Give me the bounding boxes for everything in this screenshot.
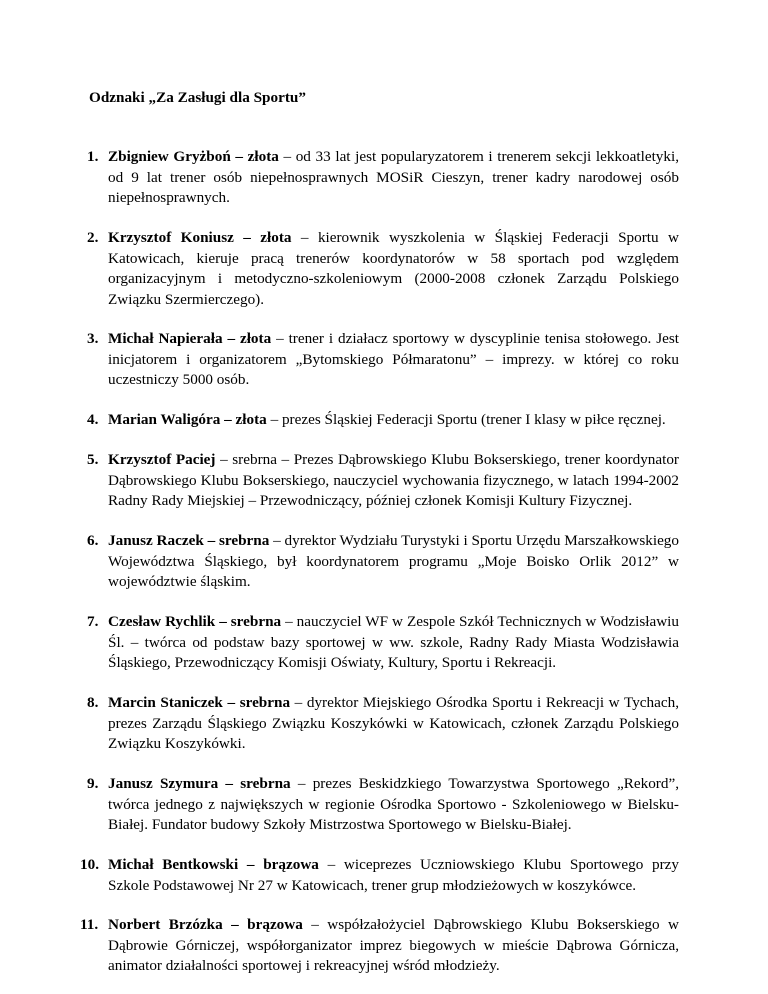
item-description: – nauczyciel WF w Zespole Szkół Technicznych w Wodzisławiu Śl. – twórca od podstaw bazy sportowej w ww. szkole, Radny Rady Miasta Wodzisławia Śląskiego, Przewodniczący Komisji Oświaty, Kultury, Sportu i Rekreacji. [108,613,679,671]
item-name: Marian Waligóra [108,411,221,428]
list-item: 10. Michał Bentkowski – brązowa – wiceprezes Uczniowskiego Klubu Sportowego przy Szkole Podstawowej Nr 27 w Katowicach, trener grup młodzieżowych w koszykówce. [80,856,679,894]
item-rank: srebrna [218,532,270,549]
item-description: – prezes Beskidzkiego Towarzystwa Sportowego „Rekord”, twórca jednego z największych w regionie Ośrodka Sportowo - Szkoleniowego w Bielsku-Białej. Fundator budowy Szkoły Mistrzostwa Sportowego w Bielsku-Białej. [108,775,679,833]
item-rank: złota [260,229,292,246]
item-number: 6. [87,532,99,549]
item-rank: srebrna [240,775,291,792]
item-rank: srebrna [239,694,291,711]
list-item: 3. Michał Napierała – złota – trener i działacz sportowy w dyscyplinie tenisa stołowego. Jest inicjatorem i organizatorem „Bytomskiego Półmaratonu” – imprezy. w której co roku uczestniczy 5000 osób. [87,330,680,388]
item-name: Zbigniew Gryżboń [108,148,231,165]
item-number: 3. [87,330,99,347]
item-description: – kierownik wyszkolenia w Śląskiej Federacji Sportu w Katowicach, kieruje pracą trenerów koordynatorów w 58 sportach pod względem organizacyjnym i metodyczno-szkoleniowym (2000-2008 członek Zarządu Polskiego Związku Szermierczego). [108,229,679,308]
list-item: 4. Marian Waligóra – złota – prezes Śląskiej Federacji Sportu (trener I klasy w piłce ręcznej. [108,410,679,431]
item-rank: brązowa [263,856,319,873]
item-name: Czesław Rychlik [108,613,216,630]
item-name: Krzysztof Koniusz [108,229,234,246]
item-description: – dyrektor Wydziału Turystyki i Sportu Urzędu Marszałkowskiego Województwa Śląskiego, był koordynatorem programu „Moje Boisko Orlik 2012” w województwie śląskim. [108,532,679,590]
item-number: 9. [87,775,99,792]
item-description: – trener i działacz sportowy w dyscyplinie tenisa stołowego. Jest inicjatorem i organizatorem „Bytomskiego Półmaratonu” – imprezy. w której co roku uczestniczy 5000 osób. [108,330,680,388]
item-description: – srebrna – Prezes Dąbrowskiego Klubu Bokserskiego, trener koordynator Dąbrowskiego Klubu Bokserskiego, nauczyciel wychowania fizycznego, w latach 1994-2002 Radny Rady Miejskiej – Przewodniczący, później członek Komisji Kultury Fizycznej. [108,451,679,509]
item-name: Janusz Raczek [108,532,204,549]
item-rank: brązowa [247,916,303,933]
item-rank: srebrna [230,613,282,630]
item-number: 8. [87,694,99,711]
item-description: – prezes Śląskiej Federacji Sportu (trener I klasy w piłce ręcznej. [266,411,666,428]
item-name: Krzysztof Paciej [108,451,216,468]
list-item: 7. Czesław Rychlik – srebrna – nauczyciel WF w Zespole Szkół Technicznych w Wodzisławiu Śl. – twórca od podstaw bazy sportowej w ww. szkole, Radny Rady Miasta Wodzisławia Śląskiego, Przewodniczący Komisji Oświaty, Kultury, Sportu i Rekreacji. [87,613,679,671]
list-item: 11. Norbert Brzózka – brązowa – współzałożyciel Dąbrowskiego Klubu Bokserskiego w Dąbrowie Górniczej, współorganizator imprez biegowych w mieście Dąbrowa Górnicza, animator działalności sportowej i rekreacyjnej wśród młodzieży. [80,916,680,974]
list-item: 9. Janusz Szymura – srebrna – prezes Beskidzkiego Towarzystwa Sportowego „Rekord”, twórca jednego z największych w regionie Ośrodka Sportowo - Szkoleniowego w Bielsku-Białej. Fundator budowy Szkoły Mistrzostwa Sportowego w Bielsku-Białej. [87,775,679,833]
list-item: 1. Zbigniew Gryżboń – złota – od 33 lat jest popularyzatorem i trenerem sekcji lekkoatletyki, od 9 lat trener osób niepełnosprawnych MOSiR Cieszyn, trener kadry narodowej osób niepełnosprawnych. [87,148,679,206]
list-item [87,450,679,512]
item-rank: złota [247,148,279,165]
list-item: 8. Marcin Staniczek – srebrna – dyrektor Miejskiego Ośrodka Sportu i Rekreacji w Tychach, prezes Zarządu Śląskiego Związku Koszykówki w Katowicach, członek Zarządu Polskiego Związku Koszykówki. [87,694,680,752]
item-number: 11. [80,916,99,933]
item-number: 1. [87,148,99,165]
page-title: Odznaki „Za Zasługi dla Sportu” [89,89,306,106]
item-rank: złota [239,330,272,347]
item-description: – od 33 lat jest popularyzatorem i trenerem sekcji lekkoatletyki, od 9 lat trener osób niepełnosprawnych MOSiR Cieszyn, trener kadry narodowej osób niepełnosprawnych. [108,148,679,206]
item-number: 5. [87,451,99,468]
item-name: Janusz Szymura [108,775,219,792]
item-number: 7. [87,613,99,630]
item-number: 4. [87,411,99,428]
item-description: – wiceprezes Uczniowskiego Klubu Sportowego przy Szkole Podstawowej Nr 27 w Katowicach, trener grup młodzieżowych w koszykówce. [108,856,679,894]
item-name: Norbert Brzózka [108,916,223,933]
item-name: Michał Napierała [108,330,223,347]
item-number: 10. [80,856,99,873]
item-rank: złota [235,411,267,428]
item-number: 2. [87,229,99,246]
item-name: Marcin Staniczek [108,694,223,711]
item-name: Michał Bentkowski [108,856,239,873]
item-description: – dyrektor Miejskiego Ośrodka Sportu i Rekreacji w Tychach, prezes Zarządu Śląskiego Związku Koszykówki w Katowicach, członek Zarządu Polskiego Związku Koszykówki. [108,694,680,752]
list-item: 6. Janusz Raczek – srebrna – dyrektor Wydziału Turystyki i Sportu Urzędu Marszałkowskiego Województwa Śląskiego, był koordynatorem programu „Moje Boisko Orlik 2012” w województwie śląskim. [87,532,679,590]
list-item: 2. Krzysztof Koniusz – złota – kierownik wyszkolenia w Śląskiej Federacji Sportu w Katowicach, kieruje pracą trenerów koordynatorów w 58 sportach pod względem organizacyjnym i metodyczno-szkoleniowym (2000-2008 członek Zarządu Polskiego Związku Szermierczego). [87,229,679,308]
item-description: – współzałożyciel Dąbrowskiego Klubu Bokserskiego w Dąbrowie Górniczej, współorganizator imprez biegowych w mieście Dąbrowa Górnicza, animator działalności sportowej i rekreacyjnej wśród młodzieży. [108,916,680,974]
